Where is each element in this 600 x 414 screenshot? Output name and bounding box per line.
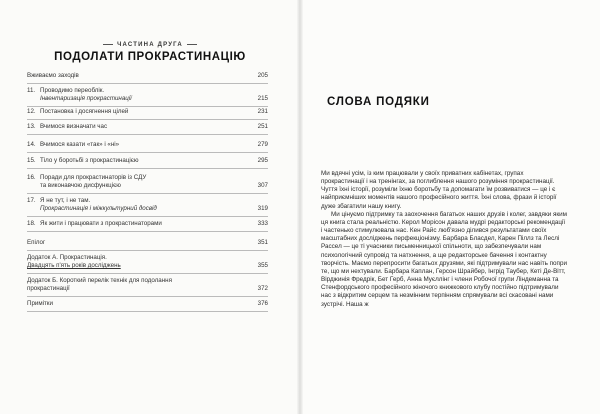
toc-entry-title: Інвентаризація прокрастинації [40, 95, 132, 102]
toc-page-number: 376 [257, 300, 268, 307]
toc-divider [27, 193, 268, 194]
part-title: ПОДОЛАТИ ПРОКРАСТИНАЦІЮ [54, 51, 246, 63]
toc-chapter-number: 18. [27, 220, 36, 227]
toc-entry [27, 277, 268, 293]
toc-entry-title: Прокрастинація і міжкультурний досвід [40, 205, 157, 212]
toc-chapter-number: 13. [27, 123, 36, 130]
toc-entry [27, 220, 268, 228]
toc-divider [27, 296, 268, 297]
toc-divider [27, 311, 268, 312]
acknowledgements-body [321, 170, 567, 309]
toc-entry [27, 300, 268, 308]
toc-divider [27, 106, 268, 107]
toc-divider [27, 216, 268, 217]
toc-entry-title: Поради для прокрастинаторів із СДУ [40, 174, 147, 181]
toc-page-number: 351 [257, 239, 268, 246]
toc-entry-title: Епілог [27, 239, 46, 246]
toc-divider [27, 231, 268, 232]
toc-entry [27, 157, 268, 165]
toc-divider [27, 134, 268, 135]
toc-entry-title: Додаток А. Прокрастинація. [27, 254, 107, 261]
toc-divider [27, 152, 268, 153]
paragraph: Ми вдячні усім, із ким працювали у своїх приватних кабінетах, групах прокрастинації і на тренінгах, за поглиблення нашого розуміння прокрастинації. Чуття їхні історії, розуміли їхню боротьбу та допомагати їм розвиватися — це і є найприємніших моментів нашого професійного життя. Їхні слова, фрази й історії дуже збагатили нашу книгу. [321, 170, 557, 210]
toc-divider [27, 168, 268, 169]
toc-page-number: 333 [257, 220, 268, 227]
toc-entry-title: Я не тут, і не там. [40, 197, 91, 204]
toc-entry-title: Постановка і досягнення цілей [40, 108, 129, 115]
toc-entry [27, 197, 268, 213]
toc-entry-title: Двадцять п'ять років досліджень [27, 262, 121, 269]
book-spine [297, 0, 303, 414]
toc-divider [27, 83, 268, 84]
toc-page-number: 215 [257, 95, 268, 102]
toc-page-number: 307 [257, 182, 268, 189]
toc-entry-title: Вживаємо заходів [27, 72, 79, 79]
toc-page-number: 251 [257, 123, 268, 130]
toc-divider [27, 119, 268, 120]
toc-chapter-number: 14. [27, 141, 36, 148]
toc-entry-title: Тіло у боротьбі з прокрастинацією [40, 157, 139, 164]
toc-entry-title: Примітки [27, 300, 53, 307]
toc-chapter-number: 11. [27, 87, 36, 94]
toc-divider [27, 250, 268, 251]
toc-entry-title: Вчимося визначати час [40, 123, 108, 130]
paragraph: Ми цінуємо підтримку та заохочення багатьох наших друзів і колег, завдяки яким ця книга стала реальністю. Керол Морісон давала мудрі редакторські рекомендації і частенько стимулювала нас. Кен Райс люб'язно ділився результатами своїх масштабних досліджень перфекціонізму. Барбара Бласдел, Карен Пiллз та Леслі Рассел — це ті учасники письменницької спільноти, що забезпечували нам психологічний супровід та натхнення, а ще редакторське бачення і контактну творчість. Маємо перепросити багатьох друзями, які підтримували нас навіть попри те, що ми нехтували. Барбара Каплан, Герсон Шрайбер, Інгрід Таубер, Кеті Де-Вітт, Вірджинія Фредрік, Бет Герб, Анна Муєллінг і члени Робочої групи Ліндеманна та Стенфордського професійного жіночого книжкового клубу постійно підтримували нас з відкритим серцем та незмінним терпінням спрямували всі скасовані нами зустрічі. Наша ж [321, 210, 567, 308]
toc-chapter-number: 12. [27, 108, 36, 115]
toc-page-number: 372 [257, 285, 268, 292]
toc-entry [27, 141, 268, 149]
toc-page-number: 231 [257, 108, 268, 115]
part-label: ЧАСТИНА ДРУГА [0, 42, 300, 48]
toc-page-number: 205 [257, 72, 268, 79]
toc-entry [27, 72, 268, 80]
toc-page-number: 319 [257, 205, 268, 212]
toc-entry-title: Проводимо переоблік. [40, 87, 105, 94]
toc-entry [27, 123, 268, 131]
toc-entry-title: Вчимося казати «так» і «ні» [40, 141, 120, 148]
toc-chapter-number: 16. [27, 174, 36, 181]
toc-entry [27, 239, 268, 247]
toc-entry-title: та виконавчою дисфункцією [40, 182, 121, 189]
acknowledgements-title: СЛОВА ПОДЯКИ [327, 96, 430, 108]
toc-entry-title: Як жити і працювати з прокрастинаторами [40, 220, 162, 227]
toc-entry [27, 108, 268, 116]
toc-entry-title: Додаток Б. Короткий перелік технік для подолання [27, 277, 172, 284]
toc-entry [27, 87, 268, 103]
toc-entry-title: прокрастинації [27, 285, 70, 292]
toc-page-number: 295 [257, 157, 268, 164]
toc-page-number: 279 [257, 141, 268, 148]
toc-chapter-number: 15. [27, 157, 36, 164]
toc-entry [27, 174, 268, 190]
toc-chapter-number: 17. [27, 197, 36, 204]
toc-divider [27, 273, 268, 274]
toc-entry [27, 254, 268, 270]
toc-page-number: 355 [257, 262, 268, 269]
